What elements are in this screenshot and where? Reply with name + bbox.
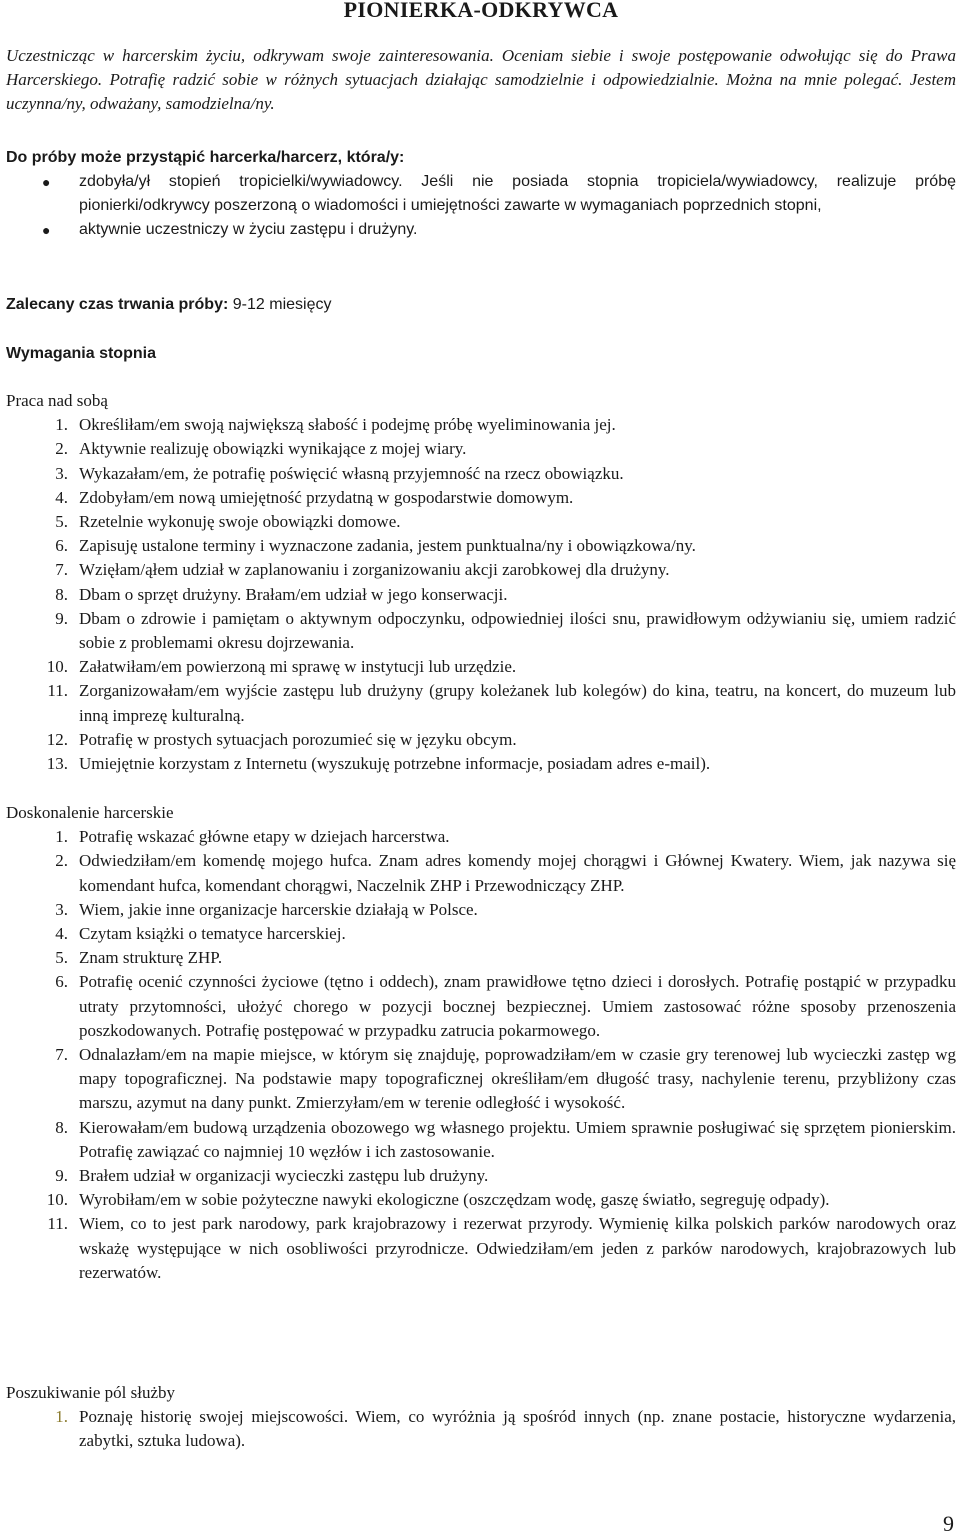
list-item xyxy=(6,898,956,922)
bullet-icon: ● xyxy=(42,222,51,239)
numbered-list xyxy=(6,1405,956,1453)
list-item-number: 5. xyxy=(55,512,68,532)
list-item xyxy=(6,218,956,242)
list-item-text: Wiem, jakie inne organizacje harcerskie działają w Polsce. xyxy=(79,899,478,919)
list-item xyxy=(6,534,956,558)
list-item xyxy=(6,1043,956,1116)
list-item-number: 4. xyxy=(55,487,68,507)
list-item xyxy=(6,437,956,461)
list-item-number: 10. xyxy=(46,657,68,677)
list-item xyxy=(6,1405,956,1453)
bullet-icon: ● xyxy=(42,174,51,190)
page-number: 9 xyxy=(943,1511,954,1536)
list-item-number: 13. xyxy=(46,754,68,774)
list-item xyxy=(6,1188,956,1212)
list-item-number: 7. xyxy=(55,1045,68,1065)
list-item-number: 1. xyxy=(55,1407,68,1427)
list-item-text: Potrafię w prostych sytuacjach porozumieć się w języku obcym. xyxy=(79,729,517,749)
list-item-number: 6. xyxy=(55,972,68,992)
list-item xyxy=(6,946,956,970)
list-item-number: 6. xyxy=(55,536,68,556)
list-item xyxy=(6,413,956,437)
list-item xyxy=(6,922,956,946)
list-item-number: 3. xyxy=(55,899,68,919)
list-item-text: Odnalazłam/em na mapie miejsce, w którym się znajduję, poprowadziłam/em w czasie gry terenowej lub wycieczki zastęp wg mapy topograficznej. Na podstawie mapy topograficznej określiłam/em długość trasy, nachylenie terenu, przybliżony czas marszu, azymut na dany punkt. Zmierzyłam/em w terenie odległość i wysokość. xyxy=(79,1045,956,1113)
list-item-number: 10. xyxy=(46,1190,68,1210)
list-item xyxy=(6,752,956,776)
conditions-list xyxy=(6,170,956,243)
page-title: PIONIERKA-ODKRYWCA xyxy=(343,0,619,22)
list-item-text: Aktywnie realizuję obowiązki wynikające z mojej wiary. xyxy=(79,439,467,459)
duration-line xyxy=(6,293,331,317)
numbered-list xyxy=(6,413,956,776)
list-item xyxy=(6,607,956,655)
list-item-number: 1. xyxy=(55,415,68,435)
list-item xyxy=(6,970,956,1043)
intro-paragraph: Uczestnicząc w harcerskim życiu, odkrywam swoje zainteresowania. Oceniam siebie i swoje postępowanie odwołując się do Prawa Harcerskiego. Potrafię radzić sobie w różnych sytuacjach działając samodzielnie i odpowiedzialnie. Można na mnie polegać. Jestem uczynna/ny, odważany, samodzielna/ny. xyxy=(6,46,956,114)
list-item-text: Wiem, co to jest park narodowy, park krajobrazowy i rezerwat przyrody. Wymienię kilka polskich parków narodowych oraz wskażę występujące w nich osobliwości przyrodnicze. Odwiedziłam/em jeden z parków narodowych, krajobrazowych lub rezerwatów. xyxy=(79,1214,956,1282)
list-item-text: Potrafię ocenić czynności życiowe (tętno i oddech), znam prawidłowe tętno dzieci i dorosłych. Potrafię postąpić w przypadku utraty przytomności, ułożyć chorego w pozycji bocznej bezpiecznej. Umiem zastosować różne sposoby przenoszenia poszkodowanych. Potrafię postępować w przypadku zatrucia pokarmowego. xyxy=(79,972,956,1040)
list-item-number: 2. xyxy=(55,851,68,871)
list-item xyxy=(6,1212,956,1285)
list-item-number: 4. xyxy=(55,924,68,944)
section-title: Doskonalenie harcerskie xyxy=(6,803,174,822)
list-item-text: Dbam o sprzęt drużyny. Brałam/em udział w jego konserwacji. xyxy=(79,584,508,604)
list-item-number: 5. xyxy=(55,948,68,968)
list-item-text: Wyrobiłam/em w sobie pożyteczne nawyki ekologiczne (oszczędzam wodę, gaszę światło, segreguję odpady). xyxy=(79,1190,830,1210)
section-praca-nad-soba xyxy=(6,389,956,776)
list-item-number: 3. xyxy=(55,463,68,483)
list-item-text: Wzięłam/ąłem udział w zaplanowaniu i zorganizowaniu akcji zarobkowej dla drużyny. xyxy=(79,560,670,580)
list-item xyxy=(6,486,956,510)
list-item-number: 11. xyxy=(47,681,68,701)
section-poszukiwanie-pol-sluzby xyxy=(6,1381,956,1454)
list-item-number: 9. xyxy=(55,608,68,628)
list-item-number: 9. xyxy=(55,1166,68,1186)
list-item-text: Potrafię wskazać główne etapy w dziejach harcerstwa. xyxy=(79,827,450,847)
list-item-text: Zorganizowałam/em wyjście zastępu lub drużyny (grupy koleżanek lub kolegów) do kina, teatru, na koncert, do muzeum lub inną imprezę kulturalną. xyxy=(79,681,956,725)
requirements-heading: Wymagania stopnia xyxy=(6,345,156,362)
list-item xyxy=(6,825,956,849)
section-doskonalenie-harcerskie xyxy=(6,801,956,1285)
list-item-number: 2. xyxy=(55,439,68,459)
list-item xyxy=(6,728,956,752)
numbered-list xyxy=(6,825,956,1285)
list-item-text: Umiejętnie korzystam z Internetu (wyszukuję potrzebne informacje, posiadam adres e-mail). xyxy=(79,754,711,774)
section-title: Praca nad sobą xyxy=(6,391,108,410)
list-item-number: 11. xyxy=(47,1214,68,1234)
list-item-number: 8. xyxy=(55,1117,68,1137)
list-item-text: aktywnie uczestniczy w życiu zastępu i drużyny. xyxy=(79,221,418,239)
list-item-text: Kierowałam/em budową urządzenia obozowego wg własnego projektu. Umiem sprawnie posługiwać się sprzętem pionierskim. Potrafię zawiązać co najmniej 10 węzłów i ich zastosowanie. xyxy=(79,1117,956,1161)
list-item-number: 8. xyxy=(55,584,68,604)
duration-label: Zalecany czas trwania próby: xyxy=(6,296,229,313)
list-item xyxy=(6,510,956,534)
list-item-text: Odwiedziłam/em komendę mojego hufca. Znam adres komendy mojej chorągwi i Głównej Kwatery. Wiem, jak nazywa się komendant hufca, komendant chorągwi, Naczelnik ZHP i Przewodniczący ZHP. xyxy=(79,851,956,895)
list-item xyxy=(6,849,956,897)
list-item-number: 12. xyxy=(46,729,68,749)
list-item xyxy=(6,558,956,582)
list-item xyxy=(6,462,956,486)
list-item-text: Określiłam/em swoją największą słabość i podejmę próbę wyeliminowania jej. xyxy=(79,415,616,435)
list-item-text: Poznaję historię swojej miejscowości. Wiem, co wyróżnia ją spośród innych (np. znane postacie, historyczne wydarzenia, zabytki, sztuka ludowa). xyxy=(79,1407,956,1451)
list-item xyxy=(6,583,956,607)
list-item xyxy=(6,1164,956,1188)
conditions-heading: Do próby może przystąpić harcerka/harcerz, która/y: xyxy=(6,149,405,166)
list-item-text: Zdobyłam/em nową umiejętność przydatną w gospodarstwie domowym. xyxy=(79,487,574,507)
list-item-text: zdobyła/ył stopień tropicielki/wywiadowcy. Jeśli nie posiada stopnia tropiciela/wywiadowcy, realizuje próbę pionierki/odkrywcy poszerzoną o wiadomości i umiejętności zawarte w wymaganiach poprzednich stopni, xyxy=(79,173,956,215)
list-item xyxy=(6,655,956,679)
list-item-text: Dbam o zdrowie i pamiętam o aktywnym odpoczynku, odpowiedniej ilości snu, prawidłowym odżywianiu się, umiem radzić sobie z problemami okresu dojrzewania. xyxy=(79,608,956,653)
list-item-number: 1. xyxy=(55,827,68,847)
duration-value: 9-12 miesięcy xyxy=(232,296,332,313)
list-item-text: Załatwiłam/em powierzoną mi sprawę w instytucji lub urzędzie. xyxy=(79,657,517,677)
list-item-text: Rzetelnie wykonuję swoje obowiązki domowe. xyxy=(79,512,401,532)
list-item-number: 7. xyxy=(55,560,68,580)
list-item-text: Znam strukturę ZHP. xyxy=(79,948,223,968)
list-item-text: Zapisuję ustalone terminy i wyznaczone zadania, jestem punktualna/ny i obowiązkowa/ny. xyxy=(79,536,696,556)
list-item xyxy=(6,1116,956,1164)
list-item xyxy=(6,679,956,727)
list-item xyxy=(6,170,956,218)
list-item-text: Brałem udział w organizacji wycieczki zastępu lub drużyny. xyxy=(79,1166,489,1186)
section-title: Poszukiwanie pól służby xyxy=(6,1383,176,1402)
list-item-text: Czytam książki o tematyce harcerskiej. xyxy=(79,924,346,944)
list-item-text: Wykazałam/em, że potrafię poświęcić własną przyjemność na rzecz obowiązku. xyxy=(79,463,624,483)
